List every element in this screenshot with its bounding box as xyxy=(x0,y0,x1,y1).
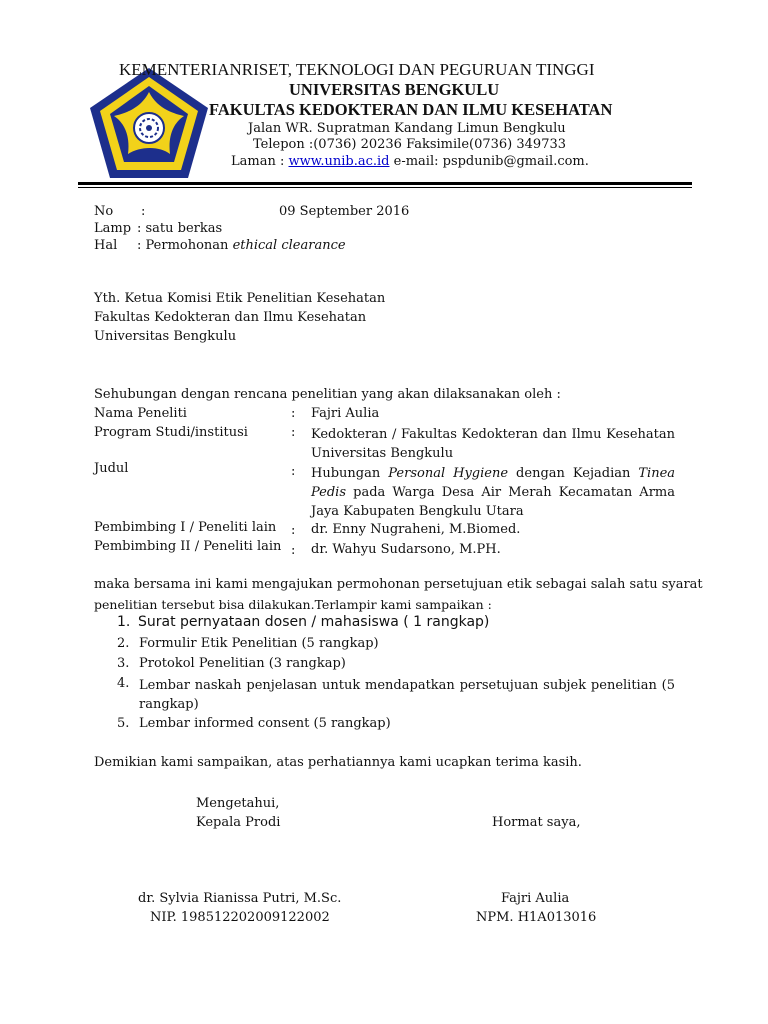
no-colon: : xyxy=(141,204,146,219)
request-line-1: maka bersama ini kami mengajukan permohonan persetujuan etik sebagai salah satu syarat xyxy=(94,577,703,592)
closing-text: Demikian kami sampaikan, atas perhatiannya kami ucapkan terima kasih. xyxy=(94,755,582,770)
header-rule-thick xyxy=(78,182,692,185)
hal-value-prefix: : Permohonan xyxy=(137,238,233,253)
recipient-line-2: Fakultas Kedokteran dan Ilmu Kesehatan xyxy=(94,310,367,325)
pembimbing2-value: dr. Wahyu Sudarsono, M.PH. xyxy=(311,542,501,557)
judul-label: Judul xyxy=(94,461,129,476)
judul-text-1: Hubungan xyxy=(311,466,389,481)
pembimbing2-colon: : xyxy=(291,543,296,558)
attachment-text-4: Lembar naskah penjelasan untuk mendapatkan persetujuan subjek penelitian (5 rangkap) xyxy=(139,678,675,712)
judul-text-2: dengan Kejadian xyxy=(508,466,639,481)
university-logo xyxy=(84,64,214,184)
no-label: No xyxy=(94,204,114,219)
prodi-colon: : xyxy=(291,425,296,440)
pembimbing1-label: Pembimbing I / Peneliti lain xyxy=(94,520,277,535)
attachment-text-1: Surat pernyataan dosen / mahasiswa ( 1 rangkap) xyxy=(138,614,490,630)
pembimbing2-label: Pembimbing II / Peneliti lain xyxy=(94,539,282,554)
prodi-label: Program Studi/institusi xyxy=(94,425,248,440)
sign-right-line-1: Hormat saya, xyxy=(492,815,581,830)
sign-left-line-2: Kepala Prodi xyxy=(196,815,281,830)
address-line: Jalan WR. Supratman Kandang Limun Bengkulu xyxy=(248,121,566,136)
hal-label: Hal xyxy=(94,238,118,253)
request-line-2: penelitian tersebut bisa dilakukan.Terlampir kami sampaikan : xyxy=(94,597,492,612)
judul-italic-1: Personal Hygiene xyxy=(388,466,509,481)
judul-text-3: pada Warga Desa Air Merah Kecamatan Arma Jaya Kabupaten Bengkulu Utara xyxy=(311,485,675,519)
nama-colon: : xyxy=(291,406,296,421)
sign-left-id: NIP. 198512202009122002 xyxy=(150,910,330,925)
phone-line: Telepon :(0736) 20236 Faksimile(0736) 349733 xyxy=(253,137,567,152)
sign-right-id: NPM. H1A013016 xyxy=(476,910,597,925)
judul-value xyxy=(311,464,675,521)
attachment-num-1: 1. xyxy=(117,614,131,630)
intro-text: Sehubungan dengan rencana penelitian yang akan dilaksanakan oleh : xyxy=(94,387,561,402)
header-rule-thin xyxy=(78,187,692,188)
attachment-num-4: 4. xyxy=(117,676,130,691)
judul-colon: : xyxy=(291,464,296,479)
pembimbing1-colon: : xyxy=(291,523,296,538)
recipient-line-1: Yth. Ketua Komisi Etik Penelitian Kesehatan xyxy=(94,291,386,306)
faculty-heading: FAKULTAS KEDOKTERAN DAN ILMU KESEHATAN xyxy=(209,100,613,119)
contact-line xyxy=(231,154,589,169)
attachment-num-3: 3. xyxy=(117,656,130,671)
prodi-value: Kedokteran / Fakultas Kedokteran dan Ilmu Kesehatan Universitas Bengkulu xyxy=(311,427,675,461)
sign-left-line-1: Mengetahui, xyxy=(196,796,280,811)
ministry-heading: KEMENTERIANRISET, TEKNOLOGI DAN PEGURUAN TINGGI xyxy=(119,60,595,79)
email-text: e-mail: pspdunib@gmail.com. xyxy=(393,154,589,169)
university-heading: UNIVERSITAS BENGKULU xyxy=(289,80,500,99)
attachment-text-2: Formulir Etik Penelitian (5 rangkap) xyxy=(139,636,379,651)
lamp-value: : satu berkas xyxy=(137,221,223,236)
website-link[interactable]: www.unib.ac.id xyxy=(288,154,390,169)
recipient-line-3: Universitas Bengkulu xyxy=(94,329,237,344)
web-label: Laman : xyxy=(231,154,285,169)
hal-value-italic: ethical clearance xyxy=(232,238,346,253)
nama-value: Fajri Aulia xyxy=(311,406,380,421)
attachment-text-5: Lembar informed consent (5 rangkap) xyxy=(139,716,391,731)
letter-date: 09 September 2016 xyxy=(279,204,410,219)
attachment-num-5: 5. xyxy=(117,716,130,731)
sign-right-name: Fajri Aulia xyxy=(501,891,570,906)
attachment-num-2: 2. xyxy=(117,636,130,651)
pembimbing1-value: dr. Enny Nugraheni, M.Biomed. xyxy=(311,522,521,537)
lamp-label: Lamp xyxy=(94,221,132,236)
attachment-text-3: Protokol Penelitian (3 rangkap) xyxy=(139,656,346,671)
sign-left-name: dr. Sylvia Rianissa Putri, M.Sc. xyxy=(138,891,342,906)
judul-italic-2: Tinea Pedis xyxy=(311,466,676,500)
hal-value xyxy=(137,238,346,253)
nama-label: Nama Peneliti xyxy=(94,406,187,421)
